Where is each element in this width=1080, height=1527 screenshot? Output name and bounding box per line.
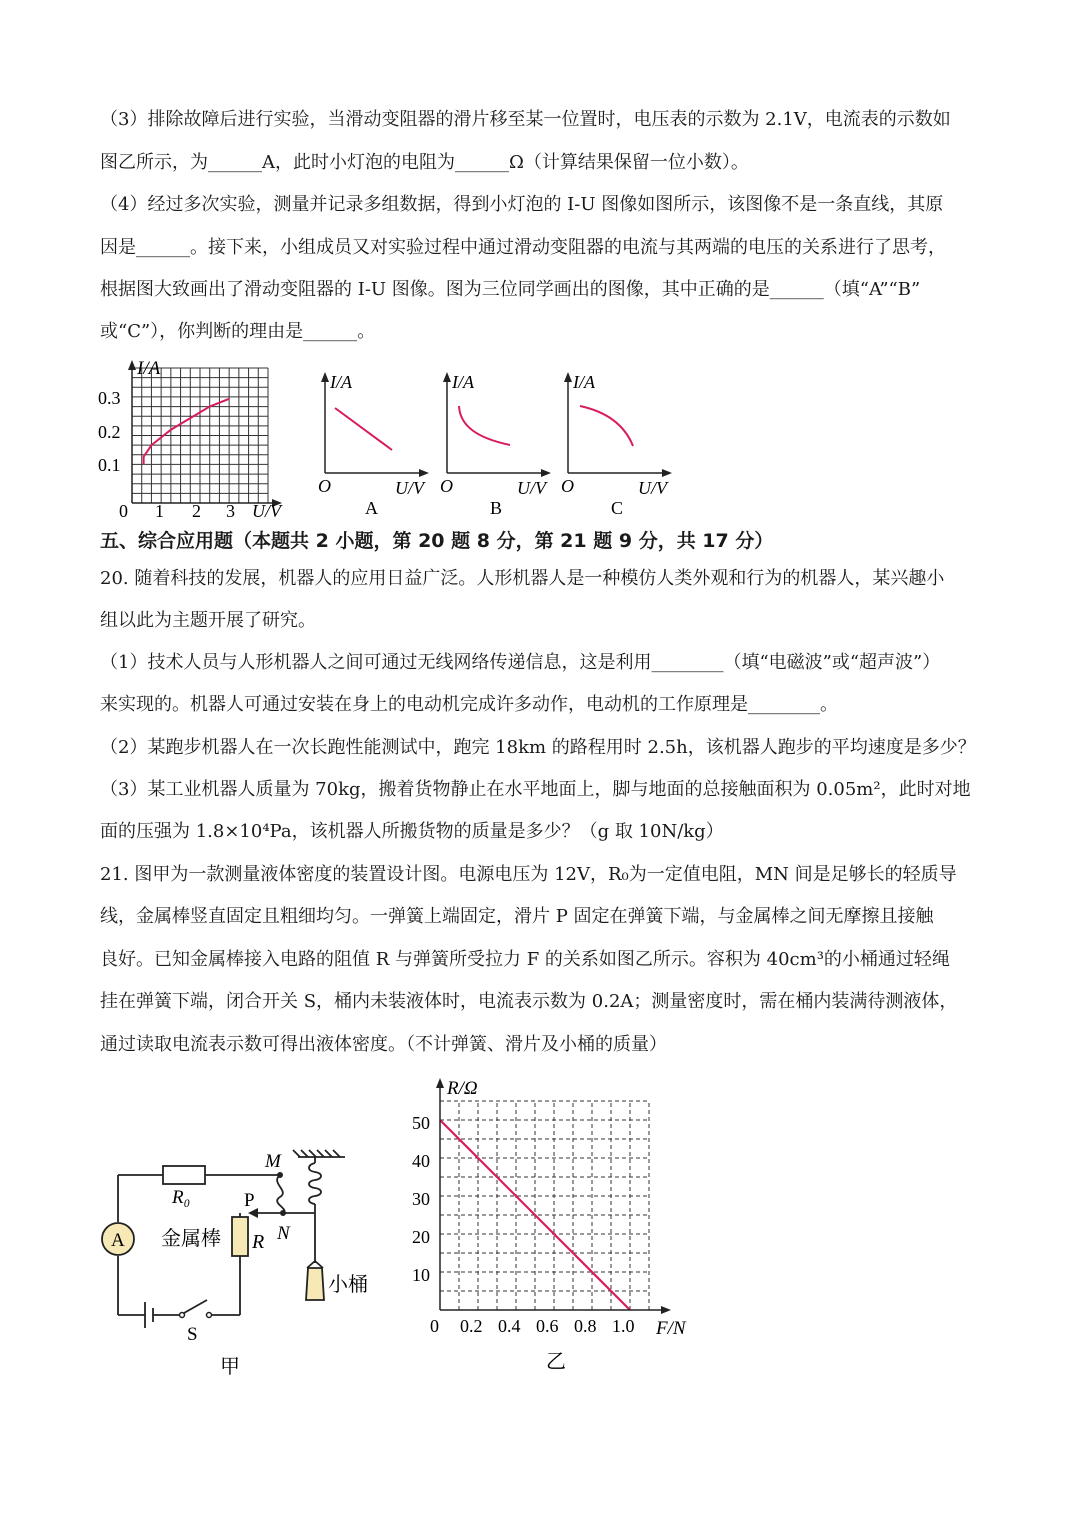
option-chart-c: [553, 368, 683, 518]
mn-wire: [277, 1175, 284, 1213]
iu-ytick-2: 0.2: [98, 422, 121, 442]
node-m: [277, 1172, 283, 1178]
iu-chart: [95, 358, 295, 523]
opt-a-curve: [335, 408, 392, 450]
section-five-heading: 五、综合应用题（本题共 2 小题，第 20 题 8 分，第 21 题 9 分，共 17 分）: [100, 530, 774, 552]
opt-b-ylabel: I/A: [452, 372, 474, 392]
opt-a-origin: O: [318, 476, 331, 496]
opt-c-ylabel: I/A: [573, 372, 595, 392]
rf-x-arrow: [661, 1306, 671, 1314]
r0-label: R₀: [172, 1187, 191, 1208]
node-n: [280, 1210, 286, 1216]
opt-c-x-arrow: [662, 469, 672, 477]
opt-b-xlabel: U/V: [517, 478, 546, 498]
q21-line-4: 挂在弹簧下端，闭合开关 S，桶内未装液体时，电流表示数为 0.2A；测量密度时，需在桶内装满待测液体，: [100, 991, 958, 1012]
rf-xtick-02: 0.2: [460, 1316, 483, 1336]
opt-b-curve: [459, 406, 510, 445]
rf-xtick-08: 0.8: [574, 1316, 597, 1336]
rf-xtick-04: 0.4: [498, 1316, 521, 1336]
q20-1-line-1: （1）技术人员与人形机器人之间可通过无线网络传递信息，这是利用________（填“电磁波”或“超声波”）: [100, 652, 941, 673]
resistor-r0: [163, 1166, 205, 1184]
opt-a-x-arrow: [419, 469, 429, 477]
opt-c-curve: [580, 406, 633, 446]
opt-c-y-arrow: [564, 372, 572, 382]
iu-y-arrow: [128, 360, 136, 370]
opt-c-xlabel: U/V: [638, 478, 667, 498]
switch-pivot: [180, 1313, 185, 1318]
rf-caption: 乙: [546, 1351, 566, 1373]
rf-ytick-10: 10: [412, 1265, 430, 1285]
opt-b-caption: B: [490, 498, 503, 518]
q19-3-line-2: 图乙所示，为______A，此时小灯泡的电阻为______Ω（计算结果保留一位小数）。: [100, 152, 749, 173]
opt-a-y-arrow: [321, 372, 329, 382]
opt-b-y-arrow: [443, 372, 451, 382]
q19-4-line-2: 因是______。接下来，小组成员又对实验过程中通过滑动变阻器的电流与其两端的电压的关系进行了思考，: [100, 237, 946, 258]
iu-xlabel: U/V: [252, 501, 281, 521]
ammeter-label: A: [111, 1230, 125, 1251]
rf-ytick-50: 50: [412, 1113, 430, 1133]
q21-line-2: 线，金属棒竖直固定且粗细均匀。一弹簧上端固定，滑片 P 固定在弹簧下端，与金属棒之间无摩擦且接触: [100, 906, 934, 927]
option-chart-b: [432, 368, 562, 518]
bucket: [306, 1268, 324, 1300]
q21-line-3: 良好。已知金属棒接入电路的阻值 R 与弹簧所受拉力 F 的关系如图乙所示。容积为 40cm³的小桶通过轻绳: [100, 949, 950, 970]
iu-xtick-3: 3: [226, 501, 235, 521]
rf-ytick-20: 20: [412, 1227, 430, 1247]
slider-label: P: [244, 1190, 255, 1211]
q21-line-5: 通过读取电流表示数可得出液体密度。（不计弹簧、滑片及小桶的质量）: [100, 1034, 667, 1055]
rf-ytick-30: 30: [412, 1189, 430, 1209]
iu-xtick-2: 2: [192, 501, 201, 521]
rod-r-label: R: [252, 1231, 265, 1253]
option-chart-a: [310, 368, 440, 518]
opt-b-x-arrow: [541, 469, 551, 477]
rf-xtick-0: 0: [430, 1316, 439, 1336]
circuit-diagram: [95, 1145, 368, 1378]
q19-4-line-4: 或“C”），你判断的理由是______。: [100, 321, 376, 342]
circuit-caption: 甲: [220, 1356, 240, 1378]
opt-c-origin: O: [561, 476, 574, 496]
switch-contact: [207, 1313, 212, 1318]
q19-4-line-1: （4）经过多次实验，测量并记录多组数据，得到小灯泡的 I-U 图像如图所示，该图像不是一条直线，其原: [100, 194, 944, 215]
iu-xtick-1: 1: [155, 501, 164, 521]
switch-blade: [184, 1300, 207, 1313]
iu-ylabel: I/A: [137, 358, 161, 379]
opt-a-ylabel: I/A: [330, 372, 352, 392]
q19-4-line-3: 根据图大致画出了滑动变阻器的 I-U 图像。图为三位同学画出的图像，其中正确的是______（填“A”“B”: [100, 279, 921, 300]
rod-text: 金属棒: [161, 1228, 221, 1250]
iu-ytick-3: 0.3: [98, 388, 121, 408]
rf-xlabel: F/N: [656, 1318, 686, 1339]
rf-xtick-06: 0.6: [536, 1316, 559, 1336]
m-label: M: [265, 1151, 281, 1172]
n-label: N: [277, 1223, 290, 1244]
q20-3-line-2: 面的压强为 1.8×10⁴Pa，该机器人所搬货物的质量是多少？（g 取 10N/kg）: [100, 821, 724, 842]
q20-3-line-1: （3）某工业机器人质量为 70kg，搬着货物静止在水平地面上，脚与地面的总接触面积为 0.05m²，此时对地: [100, 779, 971, 800]
rf-xtick-10: 1.0: [612, 1316, 635, 1336]
bucket-label: 小桶: [328, 1274, 368, 1296]
iu-grid: [132, 368, 268, 503]
opt-b-origin: O: [440, 476, 453, 496]
rf-ylabel: R/Ω: [447, 1078, 478, 1099]
rf-grid: [440, 1101, 649, 1310]
rf-ytick-40: 40: [412, 1151, 430, 1171]
q20-1-line-2: 来实现的。机器人可通过安装在身上的电动机完成许多动作，电动机的工作原理是________。: [100, 694, 838, 715]
q20-line-2: 组以此为主题开展了研究。: [100, 610, 316, 631]
opt-a-caption: A: [365, 498, 378, 518]
metal-rod: [232, 1217, 248, 1256]
q21-line-1: 21. 图甲为一款测量液体密度的装置设计图。电源电压为 12V，R₀为一定值电阻，MN 间是足够长的轻质导: [100, 864, 957, 885]
q20-line-1: 20. 随着科技的发展，机器人的应用日益广泛。人形机器人是一种模仿人类外观和行为的机器人，某兴趣小: [100, 568, 945, 589]
opt-a-xlabel: U/V: [395, 478, 424, 498]
opt-c-caption: C: [611, 498, 624, 518]
rf-chart: [400, 1072, 710, 1377]
q20-2-line: （2）某跑步机器人在一次长跑性能测试中，跑完 18km 的路程用时 2.5h，该机器人跑步的平均速度是多少？: [100, 737, 976, 758]
q19-3-line-1: （3）排除故障后进行实验，当滑动变阻器的滑片移至某一位置时，电压表的示数为 2.1V，电流表的示数如: [100, 109, 951, 130]
rf-y-arrow: [436, 1078, 444, 1088]
switch-label: S: [187, 1324, 198, 1345]
iu-ytick-1: 0.1: [98, 455, 121, 475]
spring: [309, 1163, 321, 1204]
iu-xtick-0: 0: [119, 501, 128, 521]
